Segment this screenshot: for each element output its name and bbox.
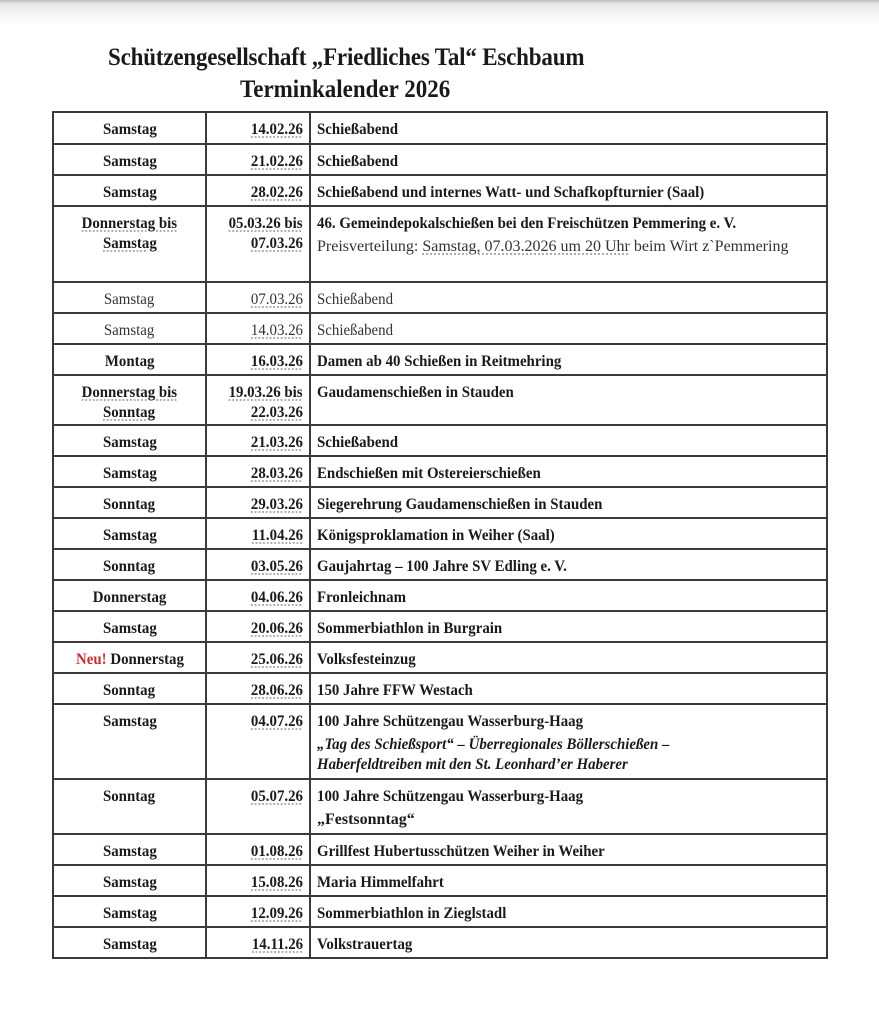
- event-cell: Schießabend: [310, 112, 827, 144]
- date-cell: [206, 206, 310, 282]
- date-cell: [206, 144, 310, 175]
- table-row: [53, 518, 827, 549]
- date-link[interactable]: 15.08.26: [250, 874, 303, 891]
- weekday-cell: Samstag: [53, 896, 206, 927]
- weekday-cell: Samstag: [53, 425, 206, 456]
- event-cell: Sommerbiathlon in Burgrain: [310, 611, 827, 642]
- event-detail: Preisverteilung: Samstag, 07.03.2026 um 20 Uhr beim Wirt z`Pemmering: [317, 238, 789, 255]
- date-link[interactable]: 03.05.26: [250, 558, 303, 575]
- date-link[interactable]: 11.04.26: [251, 527, 303, 544]
- date-link[interactable]: 12.09.26: [250, 905, 303, 922]
- date-link[interactable]: 28.03.26: [250, 465, 303, 482]
- date-link[interactable]: 28.02.26: [250, 184, 303, 201]
- date-cell: [206, 456, 310, 487]
- table-row: [53, 282, 827, 313]
- document-title: Schützengesellschaft „Friedliches Tal“ Eschbaum: [108, 44, 585, 71]
- table-row: [53, 144, 827, 175]
- table-row: [53, 425, 827, 456]
- table-row: [53, 344, 827, 375]
- event-cell: Schießabend und internes Watt- und Schafkopfturnier (Saal): [310, 175, 827, 206]
- weekday-cell: Sonntag: [53, 779, 206, 834]
- table-row: [53, 642, 827, 673]
- table-row: [53, 580, 827, 611]
- date-cell: [206, 112, 310, 144]
- date-cell: [206, 175, 310, 206]
- top-edge-shadow: [0, 0, 879, 26]
- event-detail: „Festsonntag“: [317, 811, 415, 828]
- date-cell: [206, 518, 310, 549]
- date-link[interactable]: 25.06.26: [250, 651, 303, 668]
- table-row: [53, 673, 827, 704]
- weekday-cell: Samstag: [53, 175, 206, 206]
- table-row: [53, 375, 827, 425]
- date-cell: [206, 487, 310, 518]
- event-cell: Schießabend: [310, 144, 827, 175]
- weekday-cell: Neu! Donnerstag: [53, 642, 206, 673]
- event-cell: Schießabend: [310, 313, 827, 344]
- date-link[interactable]: 21.02.26: [250, 153, 303, 170]
- weekday-range-link[interactable]: Donnerstag bis: [81, 384, 178, 401]
- event-cell: Maria Himmelfahrt: [310, 865, 827, 896]
- date-link[interactable]: 07.03.26: [250, 291, 303, 308]
- date-link[interactable]: 05.03.26 bis: [228, 215, 303, 232]
- date-cell: [206, 282, 310, 313]
- weekday-cell: Samstag: [53, 282, 206, 313]
- weekday-cell: Sonntag: [53, 487, 206, 518]
- weekday-range-link[interactable]: Sonntag: [103, 404, 156, 421]
- event-cell: Gaujahrtag – 100 Jahre SV Edling e. V.: [310, 549, 827, 580]
- weekday-cell: Samstag: [53, 704, 206, 779]
- event-cell: Damen ab 40 Schießen in Reitmehring: [310, 344, 827, 375]
- event-cell: Endschießen mit Ostereierschießen: [310, 456, 827, 487]
- new-badge: Neu!: [75, 651, 107, 668]
- event-cell: Siegerehrung Gaudamenschießen in Stauden: [310, 487, 827, 518]
- weekday-cell: [53, 375, 206, 425]
- table-row: [53, 112, 827, 144]
- weekday-cell: Samstag: [53, 456, 206, 487]
- date-cell: [206, 580, 310, 611]
- date-cell: [206, 642, 310, 673]
- table-row: [53, 896, 827, 927]
- event-cell: 46. Gemeindepokalschießen bei den Freischützen Pemmering e. V. Preisverteilung: Samstag, 07.03.2026 um 20 Uhr beim Wirt z`Pemmering: [310, 206, 827, 282]
- date-link[interactable]: 14.02.26: [250, 121, 303, 138]
- weekday-cell: Sonntag: [53, 549, 206, 580]
- event-cell: 150 Jahre FFW Westach: [310, 673, 827, 704]
- date-cell: [206, 313, 310, 344]
- event-cell: Volkstrauertag: [310, 927, 827, 958]
- event-cell: Sommerbiathlon in Zieglstadl: [310, 896, 827, 927]
- date-cell: [206, 834, 310, 865]
- date-link[interactable]: 19.03.26 bis: [228, 384, 303, 401]
- table-row: [53, 927, 827, 958]
- date-link[interactable]: 21.03.26: [250, 434, 303, 451]
- table-row: [53, 704, 827, 779]
- event-cell: Schießabend: [310, 282, 827, 313]
- table-row: [53, 865, 827, 896]
- date-cell: [206, 704, 310, 779]
- date-cell: [206, 425, 310, 456]
- weekday-cell: Samstag: [53, 927, 206, 958]
- weekday-cell: Samstag: [53, 865, 206, 896]
- table-row: [53, 456, 827, 487]
- weekday-cell: [53, 206, 206, 282]
- date-link[interactable]: 07.03.26: [250, 235, 303, 252]
- date-cell: [206, 375, 310, 425]
- weekday-cell: Samstag: [53, 518, 206, 549]
- date-link[interactable]: 05.07.26: [250, 788, 303, 805]
- date-link[interactable]: 20.06.26: [250, 620, 303, 637]
- date-link[interactable]: 04.07.26: [250, 713, 303, 730]
- date-cell: [206, 896, 310, 927]
- weekday-cell: Donnerstag: [53, 580, 206, 611]
- weekday-cell: Samstag: [53, 313, 206, 344]
- date-link[interactable]: 01.08.26: [250, 843, 303, 860]
- date-link[interactable]: 29.03.26: [250, 496, 303, 513]
- document-subtitle: Terminkalender 2026: [240, 76, 451, 103]
- table-row: [53, 313, 827, 344]
- event-cell: Schießabend: [310, 425, 827, 456]
- table-row: [53, 779, 827, 834]
- weekday-cell: Samstag: [53, 611, 206, 642]
- table-row: [53, 549, 827, 580]
- event-calendar-table: [52, 111, 828, 959]
- table-row: [53, 834, 827, 865]
- table-row: [53, 175, 827, 206]
- event-cell: Grillfest Hubertusschützen Weiher in Weiher: [310, 834, 827, 865]
- date-link[interactable]: 28.06.26: [250, 682, 303, 699]
- event-cell: 100 Jahre Schützengau Wasserburg-Haag „Festsonntag“: [310, 779, 827, 834]
- event-cell: Fronleichnam: [310, 580, 827, 611]
- datetime-link[interactable]: Samstag, 07.03.2026 um 20 Uhr: [422, 238, 630, 255]
- date-link[interactable]: 04.06.26: [250, 589, 303, 606]
- date-cell: [206, 865, 310, 896]
- date-link[interactable]: 14.11.26: [251, 936, 303, 953]
- date-cell: [206, 673, 310, 704]
- weekday-cell: Samstag: [53, 144, 206, 175]
- table-row: [53, 206, 827, 282]
- date-cell: [206, 549, 310, 580]
- date-link[interactable]: 16.03.26: [250, 353, 303, 370]
- date-cell: [206, 611, 310, 642]
- weekday-cell: Samstag: [53, 834, 206, 865]
- table-row: [53, 611, 827, 642]
- weekday-cell: Montag: [53, 344, 206, 375]
- date-cell: [206, 927, 310, 958]
- event-cell: 100 Jahre Schützengau Wasserburg-Haag „Tag des Schießsport“ – Überregionales Böllerschießen – Haberfeldtreiben mit den St. Leonhard’er Haberer: [310, 704, 827, 779]
- date-cell: [206, 779, 310, 834]
- date-link[interactable]: 22.03.26: [250, 404, 303, 421]
- weekday-range-link[interactable]: Samstag: [102, 235, 157, 252]
- date-cell: [206, 344, 310, 375]
- event-cell: Königsproklamation in Weiher (Saal): [310, 518, 827, 549]
- table-row: [53, 487, 827, 518]
- event-cell: Volksfesteinzug: [310, 642, 827, 673]
- weekday-cell: Sonntag: [53, 673, 206, 704]
- event-detail: „Tag des Schießsport“ – Überregionales Böllerschießen – Haberfeldtreiben mit den St. Leonhard’er Haberer: [317, 736, 670, 773]
- weekday-range-link[interactable]: Donnerstag bis: [81, 215, 178, 232]
- date-link[interactable]: 14.03.26: [250, 322, 303, 339]
- weekday-cell: Samstag: [53, 112, 206, 144]
- event-cell: Gaudamenschießen in Stauden: [310, 375, 827, 425]
